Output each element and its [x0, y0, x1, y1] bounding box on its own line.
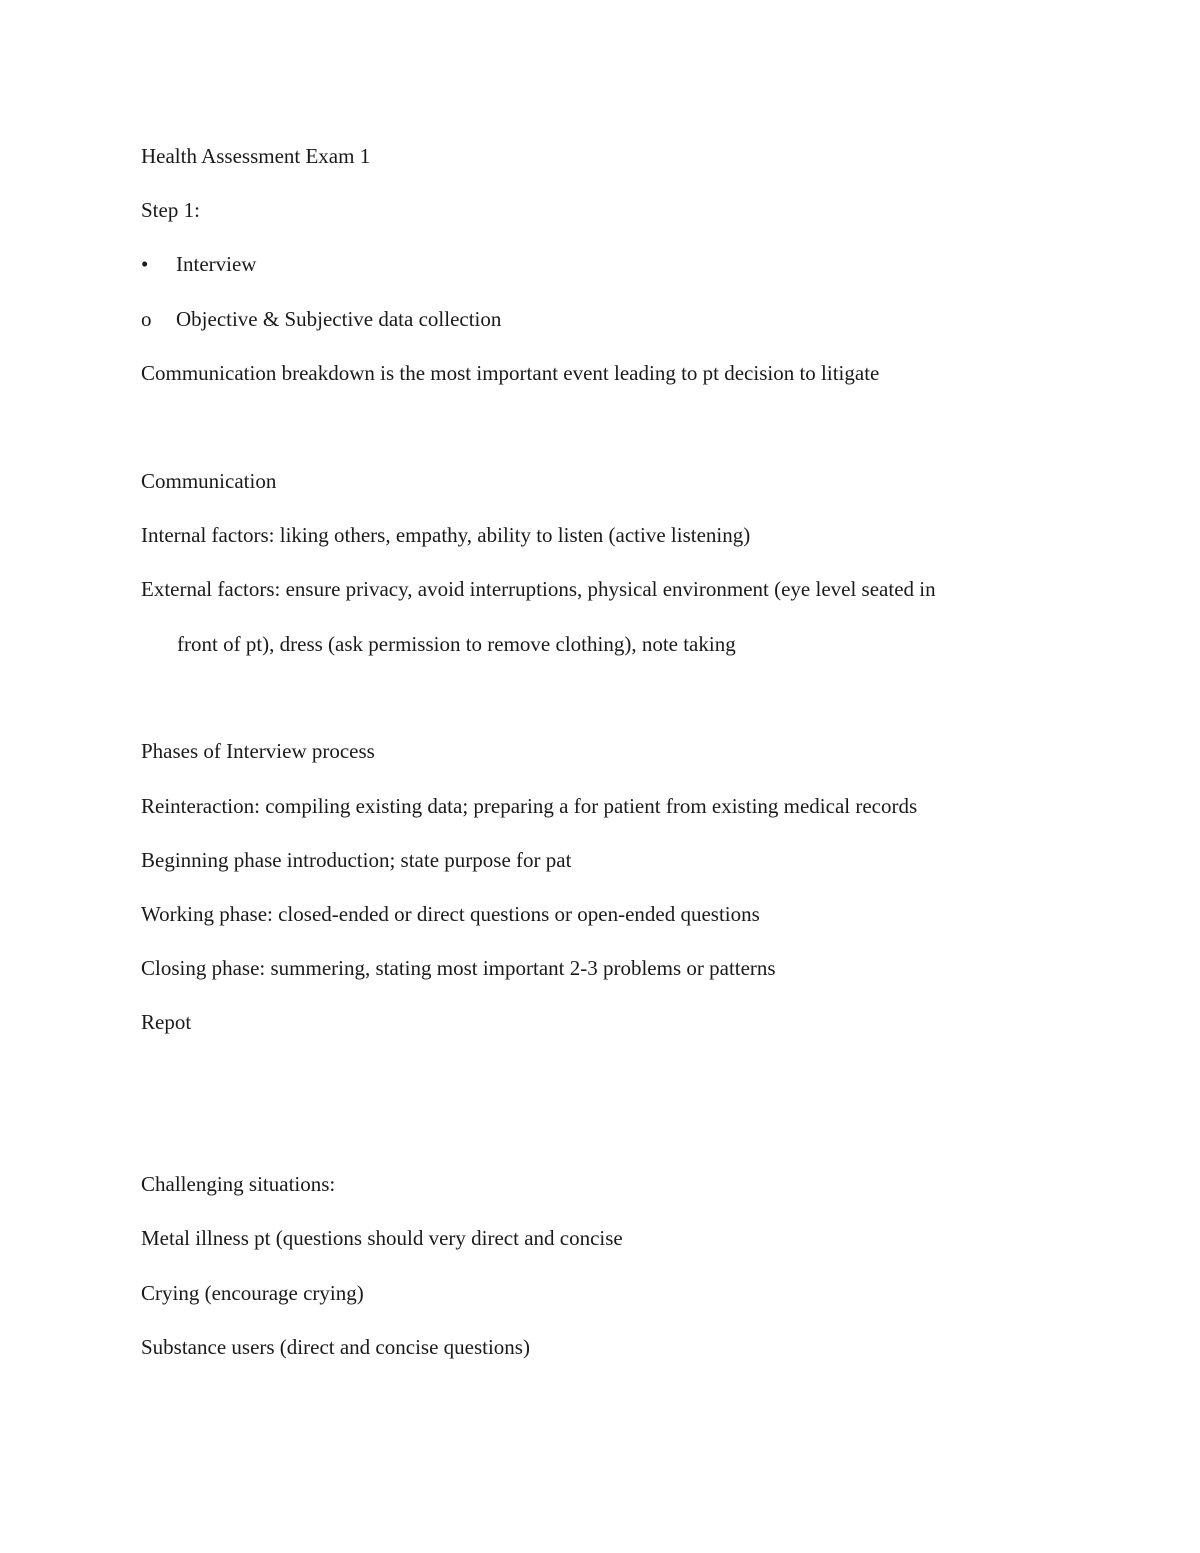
challenging-heading: Challenging situations:: [141, 1172, 336, 1196]
external-factors-continued: front of pt), dress (ask permission to remove clothing), note taking: [177, 632, 736, 656]
bullet-marker: •: [141, 252, 149, 276]
phase-item: Working phase: closed-ended or direct questions or open-ended questions: [141, 902, 760, 926]
phase-item: Closing phase: summering, stating most important 2-3 problems or patterns: [141, 956, 776, 980]
list-item-text: Objective & Subjective data collection: [176, 307, 502, 331]
external-factors: External factors: ensure privacy, avoid interruptions, physical environment (eye level seated in: [141, 577, 936, 601]
challenging-item: Crying (encourage crying): [141, 1281, 364, 1305]
step-label: Step 1:: [141, 198, 200, 222]
phase-item: Reinteraction: compiling existing data; preparing a for patient from existing medical records: [141, 794, 918, 818]
challenging-item: Metal illness pt (questions should very direct and concise: [141, 1226, 623, 1250]
internal-factors: Internal factors: liking others, empathy, ability to listen (active listening): [141, 523, 751, 547]
challenging-item: Substance users (direct and concise questions): [141, 1335, 530, 1359]
communication-note: Communication breakdown is the most important event leading to pt decision to litigate: [141, 361, 880, 385]
phase-item: Beginning phase introduction; state purpose for pat: [141, 848, 572, 872]
phase-item: Repot: [141, 1010, 192, 1034]
phases-heading: Phases of Interview process: [141, 739, 375, 763]
document-title: Health Assessment Exam 1: [141, 144, 371, 168]
communication-heading: Communication: [141, 469, 277, 493]
list-item-text: Interview: [176, 252, 257, 276]
sub-bullet-marker: o: [141, 307, 152, 331]
